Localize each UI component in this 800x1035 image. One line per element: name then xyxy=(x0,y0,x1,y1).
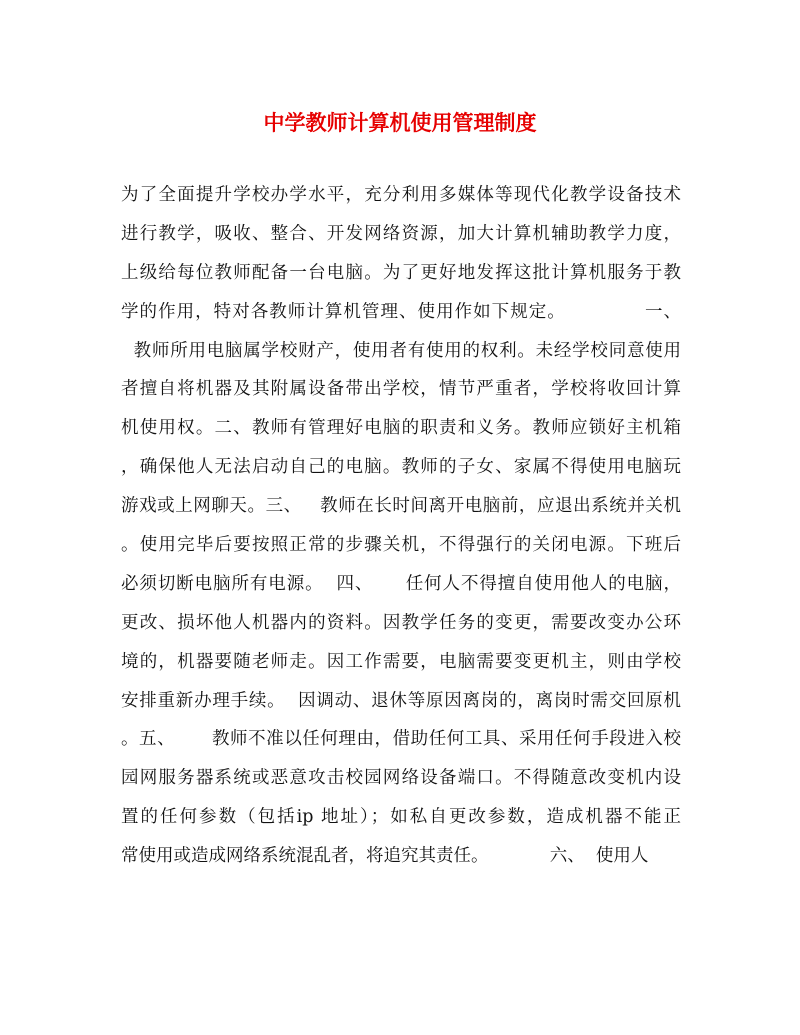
paragraph-line: 学的作用，特对各教师计算机管理、使用作如下规定。 一、 xyxy=(121,301,681,322)
paragraph-line: 园网服务器系统或恶意攻击校园网络设备端口。不得随意改变机内设 xyxy=(121,768,681,789)
paragraph-line: 进行教学，吸收、整合、开发网络资源，加大计算机辅助教学力度， xyxy=(121,223,681,244)
paragraph-line: 者擅自将机器及其附属设备带出学校，情节严重者，学校将收回计算 xyxy=(121,379,681,400)
paragraph-line: 为了全面提升学校办学水平，充分利用多媒体等现代化教学设备技术 xyxy=(121,185,681,205)
paragraph-line: 置的任何参数（包括ip 地址）；如私自更改参数，造成机器不能正 xyxy=(121,807,681,828)
paragraph-line: 常使用或造成网络系统混乱者，将追究其责任。 六、 使用人 xyxy=(121,846,649,867)
document-body xyxy=(121,176,681,876)
paragraph-line: 境的，机器要随老师走。因工作需要，电脑需要变更机主，则由学校 xyxy=(121,651,681,672)
paragraph-line: 。使用完毕后要按照正常的步骤关机，不得强行的关闭电源。下班后 xyxy=(121,535,681,556)
paragraph-line: 上级给每位教师配备一台电脑。为了更好地发挥这批计算机服务于教 xyxy=(121,262,681,283)
paragraph-line: 更改、损坏他人机器内的资料。因教学任务的变更，需要改变办公环 xyxy=(121,612,681,633)
paragraph-line: ，确保他人无法启动自己的电脑。教师的子女、家属不得使用电脑玩 xyxy=(121,457,681,478)
document-title: 中学教师计算机使用管理制度 xyxy=(263,110,537,135)
paragraph-line: 必须切断电脑所有电源。 四、 任何人不得擅自使用他人的电脑， xyxy=(121,573,681,594)
paragraph-line: 安排重新办理手续。 因调动、退休等原因离岗的，离岗时需交回原机 xyxy=(121,690,681,711)
paragraph-line: 。五、 教师不准以任何理由，借助任何工具、采用任何手段进入校 xyxy=(121,729,681,750)
paragraph-line: 机使用权。二、教师有管理好电脑的职责和义务。教师应锁好主机箱 xyxy=(121,418,681,439)
paragraph-line: 游戏或上网聊天。三、 教师在长时间离开电脑前，应退出系统并关机 xyxy=(121,496,681,517)
paragraph-line: 教师所用电脑属学校财产，使用者有使用的权利。未经学校同意使用 xyxy=(121,340,681,361)
